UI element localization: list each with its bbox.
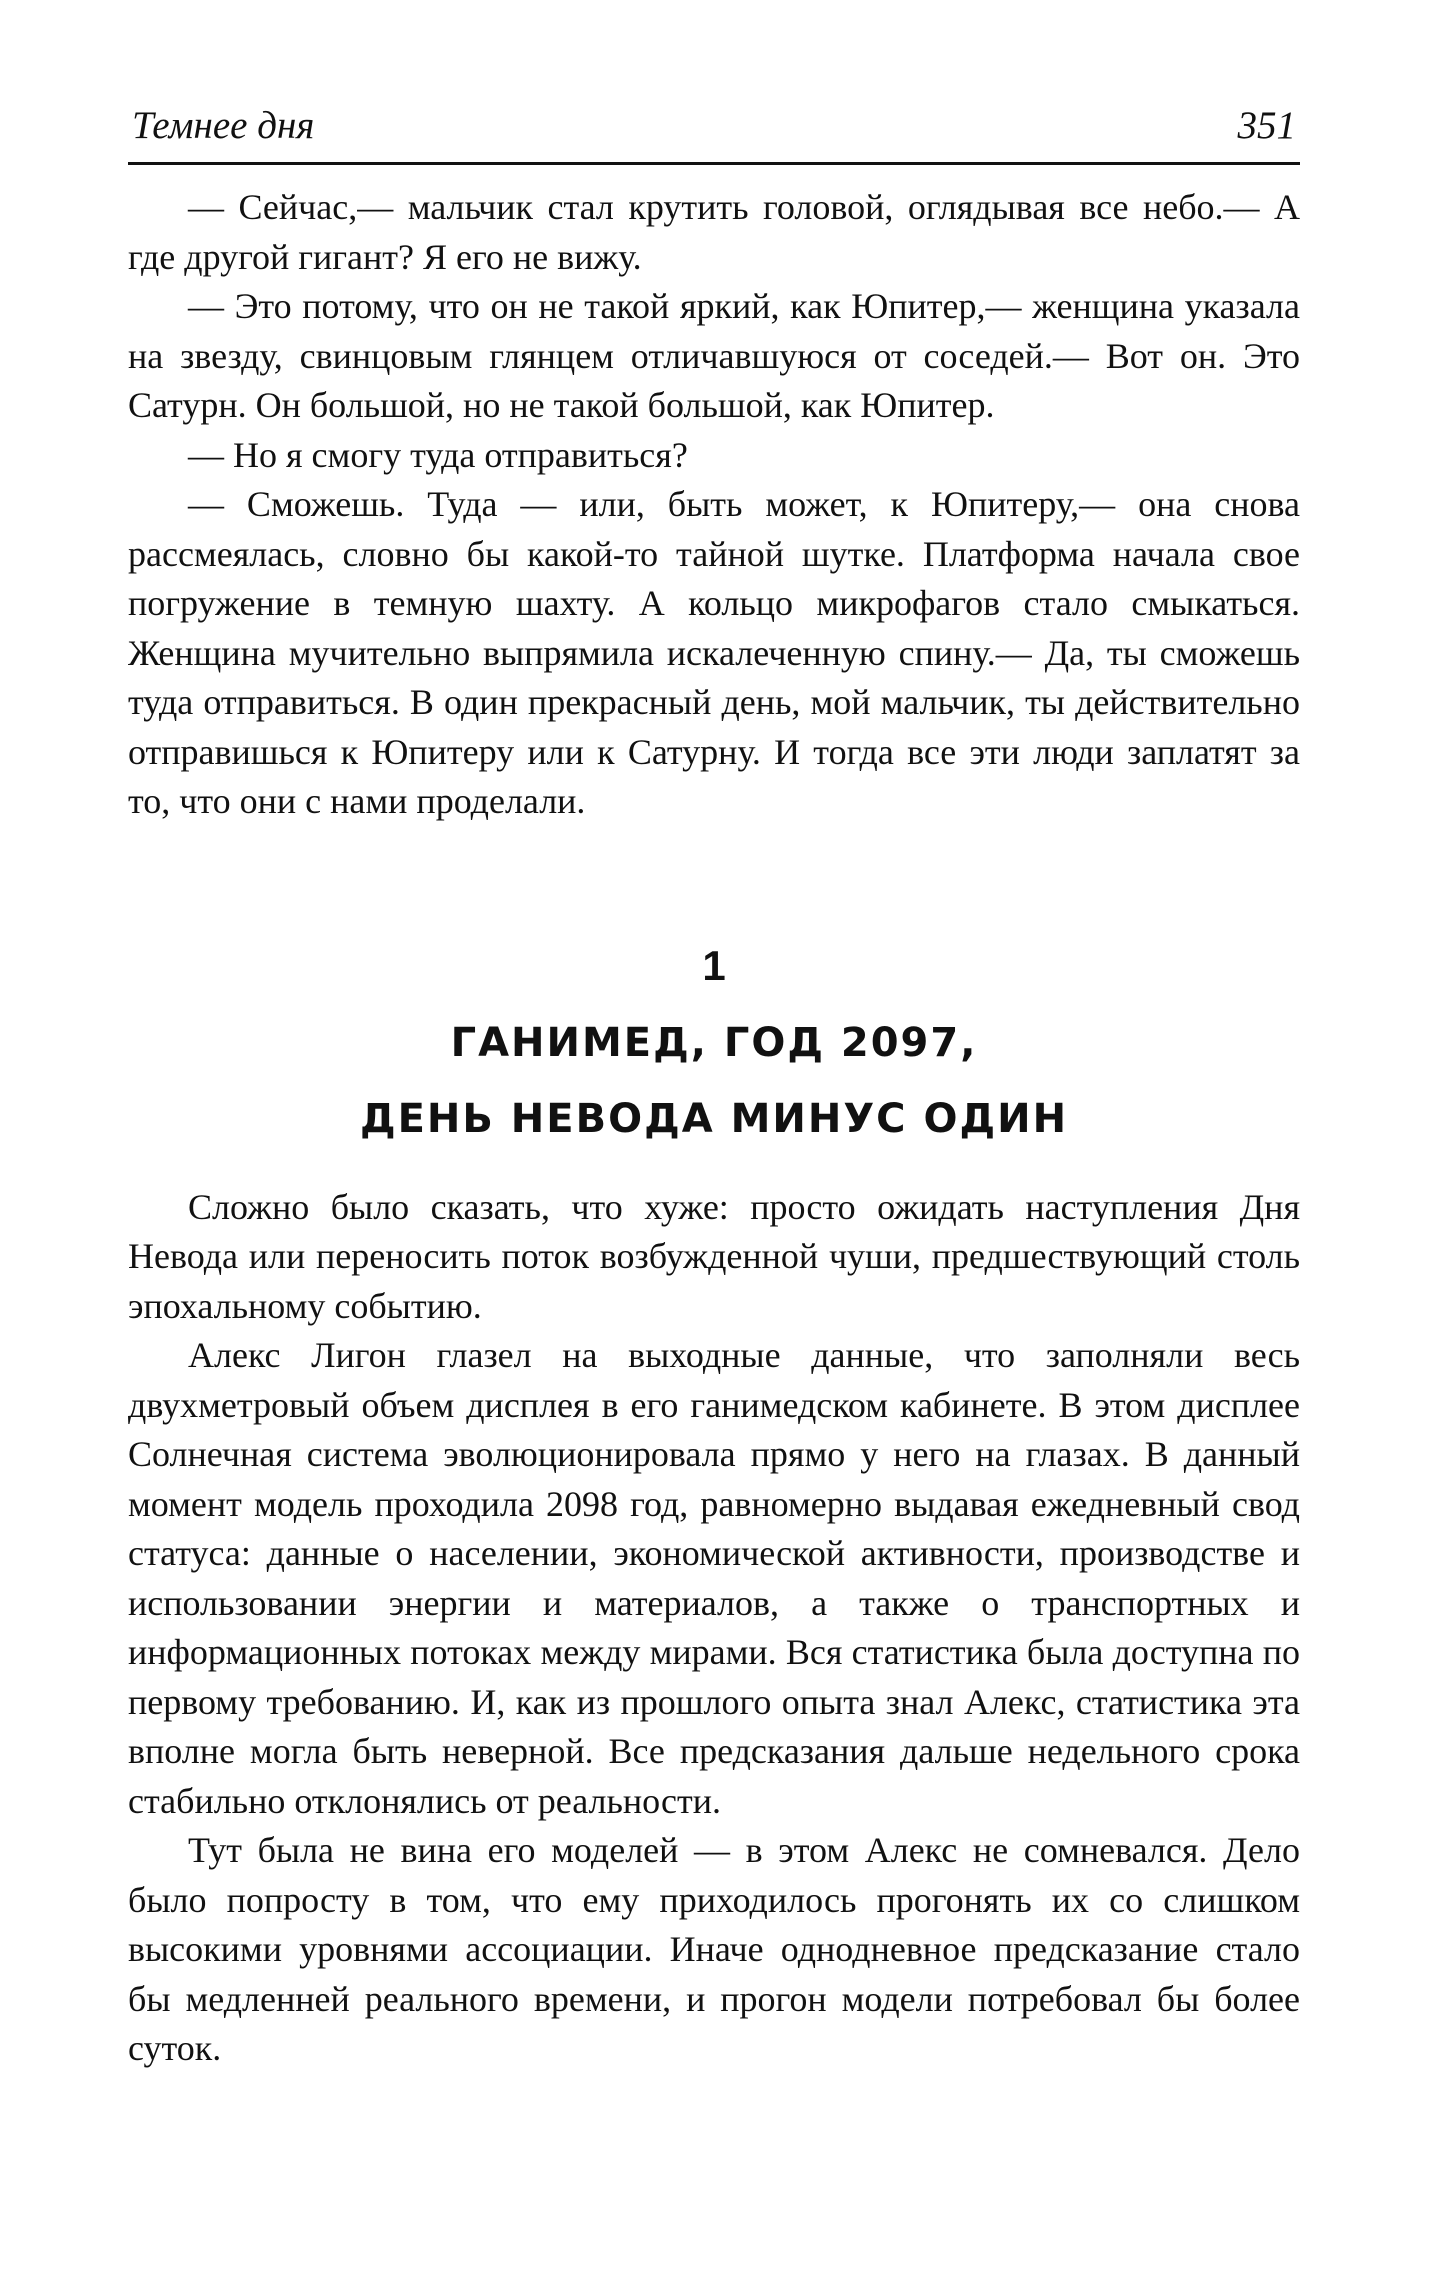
book-page [128, 100, 1300, 2074]
chapter-title-line-2: ДЕНЬ НЕВОДА МИНУС ОДИН [359, 1095, 1069, 1142]
chapter-heading [128, 939, 1300, 1145]
paragraph: — Но я смогу туда отправиться? [188, 434, 688, 475]
page-number: 351 [1237, 104, 1296, 147]
paragraph: Тут была не вина его моделей — в этом Алекс не сомневался. Дело было попросту в том, что ему приходилось прогонять их со слишком высокими уровнями ассоциации. Иначе однодневное предсказание стало бы медленней реального времени, и прогон модели потребовал бы более суток. [128, 1830, 1300, 2068]
header-rule [128, 162, 1300, 165]
running-title: Темнее дня [132, 104, 315, 147]
paragraph: — Сможешь. Туда — или, быть может, к Юпитеру,— она снова рассмеялась, словно бы какой-то тайной шутке. Платформа начала свое погружение в темную шахту. А кольцо микрофагов стало смыкаться. Женщина мучительно выпрямила искалеченную спину.— Да, ты сможешь туда отправиться. В один прекрасный день, мой мальчик, ты действительно отправишься к Юпитеру или к Сатурну. И тогда все эти люди заплатят за то, что они с нами проделали. [128, 484, 1300, 821]
paragraph: Алекс Лигон глазел на выходные данные, что заполняли весь двухметровый объем дисплея в его ганимедском кабинете. В этом дисплее Солнечная система эволюционировала прямо у него на глазах. В данный момент модель проходила 2098 год, равномерно выдавая ежедневный свод статуса: данные о населении, экономической активности, производстве и использовании энергии и материалов, а также о транспортных и информационных потоках между мирами. Вся статистика была доступна по первому требованию. И, как из прошлого опыта знал Алекс, статистика эта вполне могла быть неверной. Все предсказания дальше недельного срока стабильно отклонялись от реальности. [128, 1335, 1300, 1821]
chapter-text [128, 1183, 1300, 2074]
running-header [128, 100, 1300, 152]
prologue-text [128, 183, 1300, 827]
paragraph: — Это потому, что он не такой яркий, как Юпитер,— женщина указала на звезду, свинцовым глянцем отличавшуюся от соседей.— Вот он. Это Сатурн. Он большой, но не такой большой, как Юпитер. [128, 286, 1300, 425]
chapter-number: 1 [702, 941, 726, 989]
chapter-title-line-1: ГАНИМЕД, ГОД 2097, [450, 1019, 978, 1066]
paragraph: Сложно было сказать, что хуже: просто ожидать наступления Дня Невода или переносить поток возбужденной чуши, предшествующий столь эпохальному событию. [128, 1186, 1300, 1326]
paragraph: — Сейчас,— мальчик стал крутить головой, оглядывая все небо.— А где другой гигант? Я его не вижу. [128, 187, 1300, 277]
